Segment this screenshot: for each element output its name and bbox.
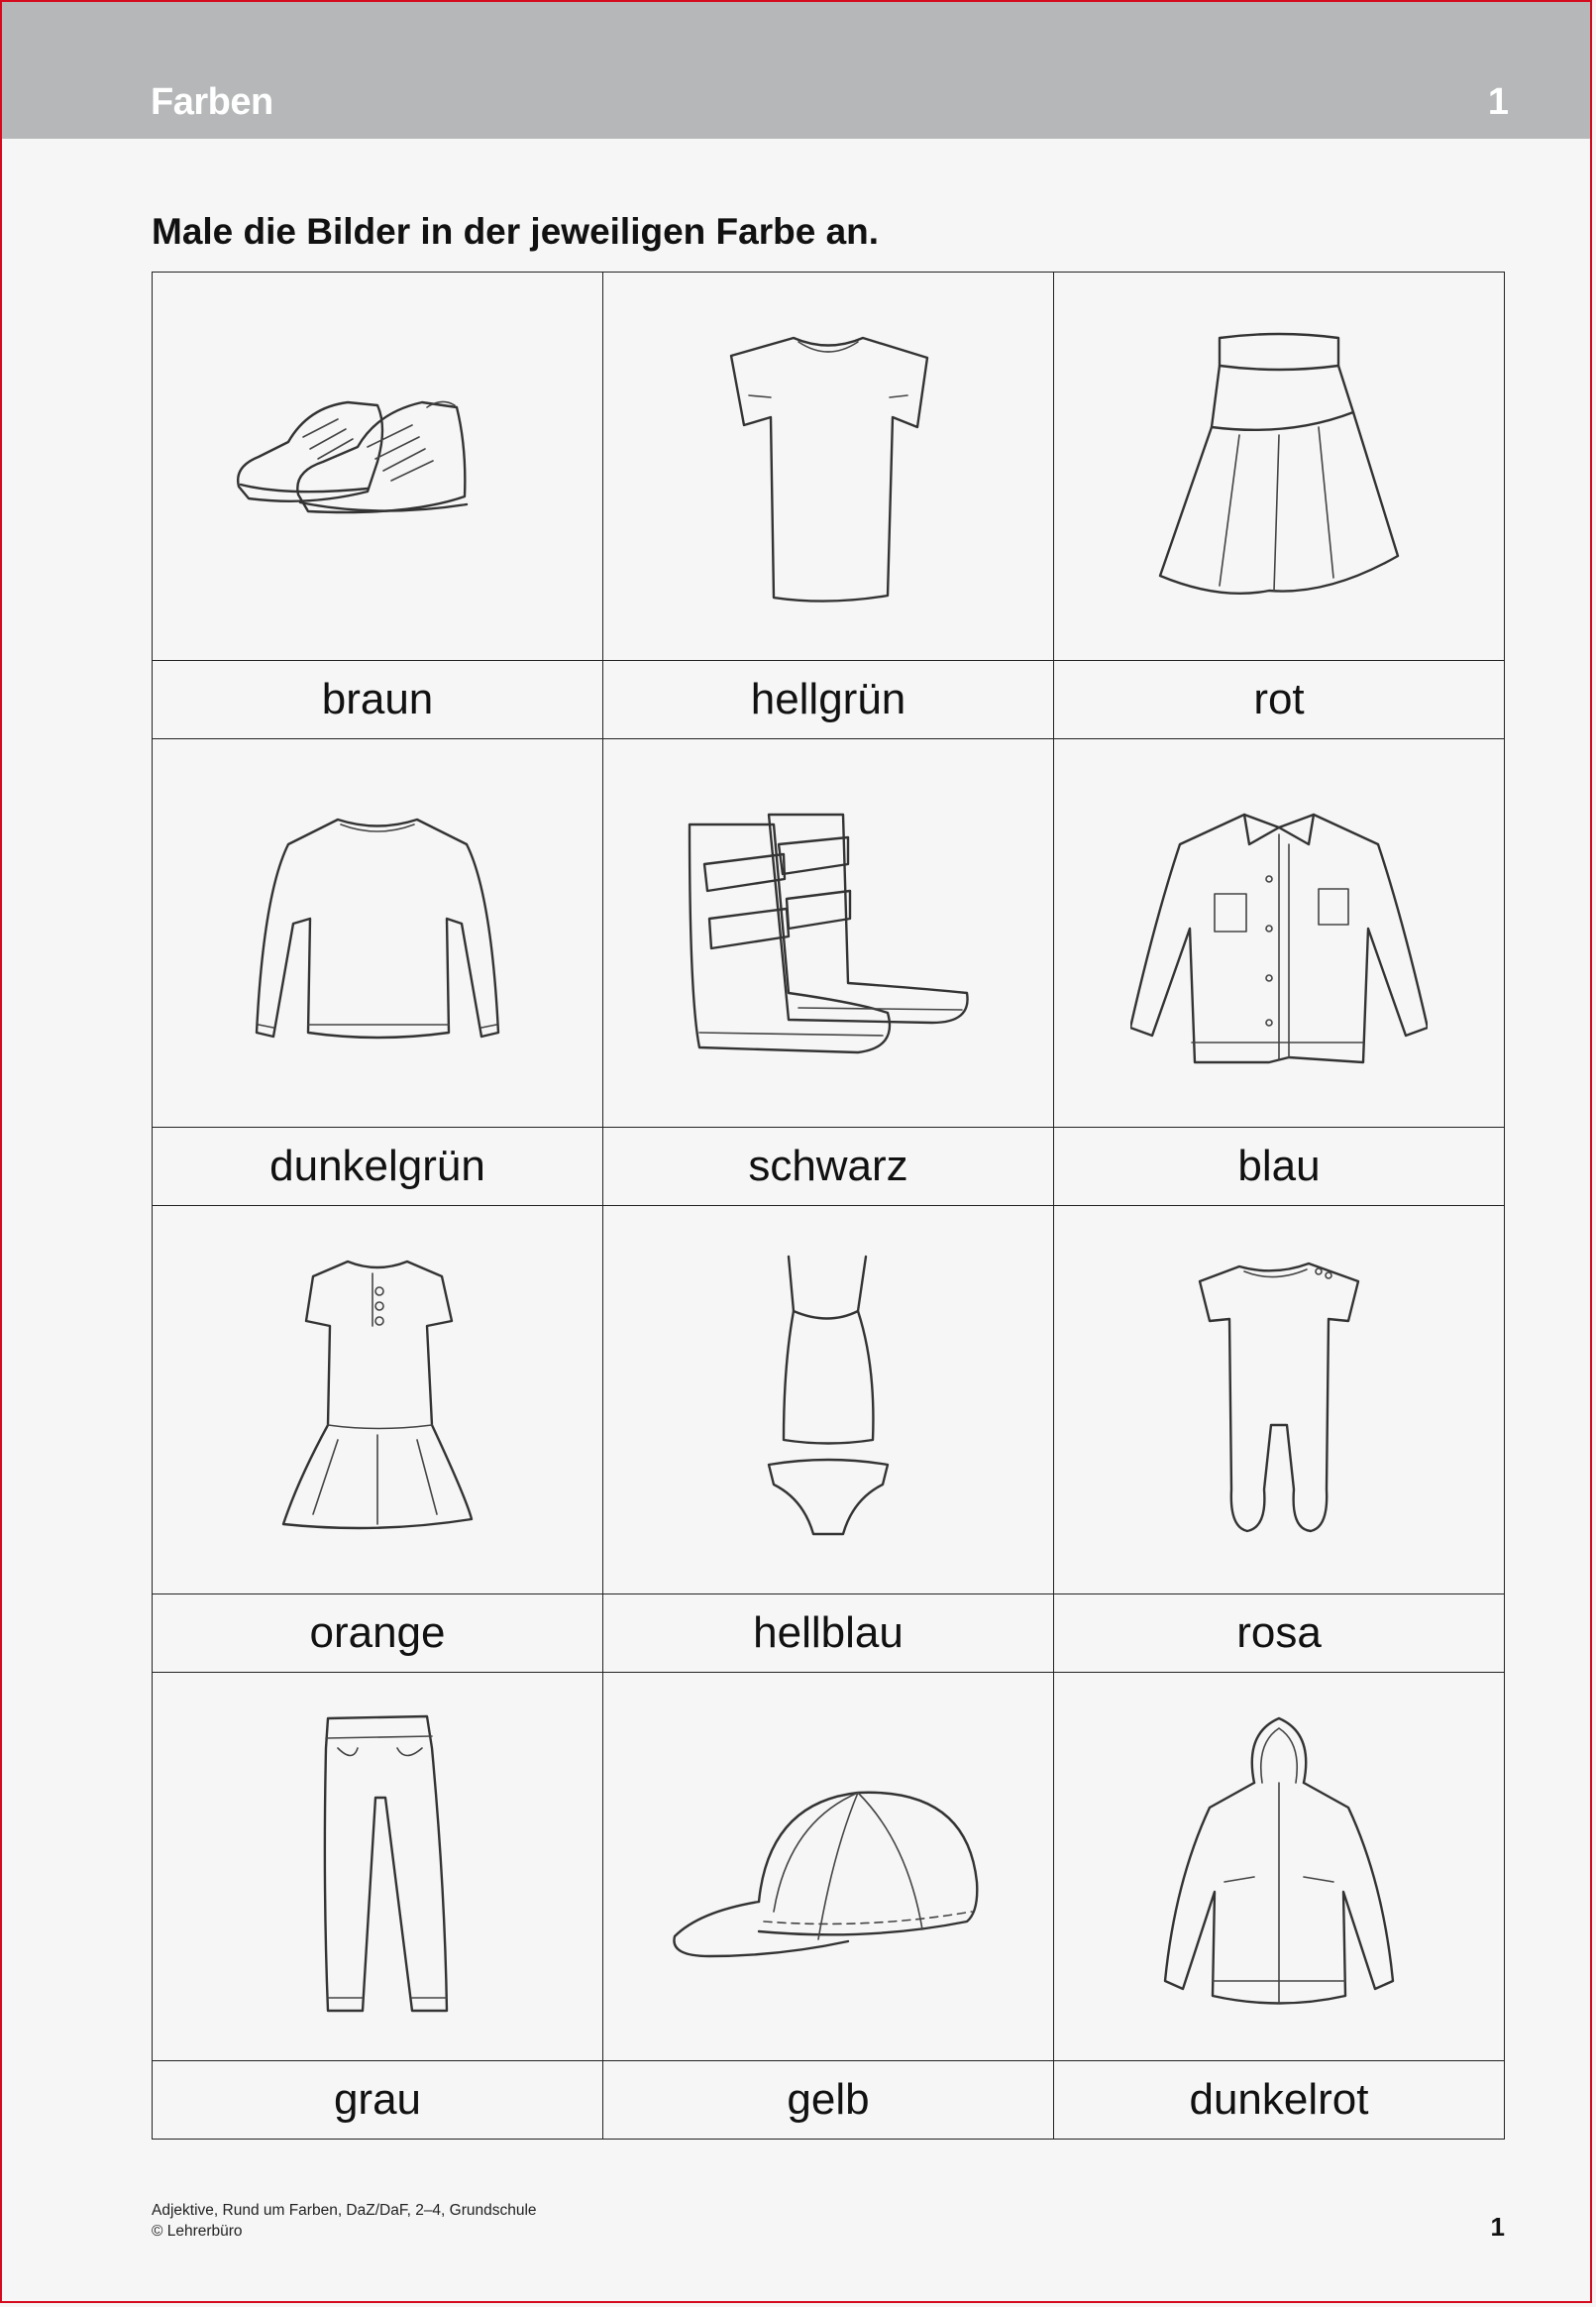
color-label: blau [1054,1128,1505,1206]
denim-jacket-icon [1130,800,1428,1067]
color-label: rot [1054,661,1505,739]
footer-page-number: 1 [1490,2212,1505,2242]
label-row [153,1594,1505,1673]
coloring-grid [152,272,1505,2140]
image-row [153,273,1505,661]
color-label: dunkelgrün [153,1128,603,1206]
image-cell [153,1206,603,1594]
image-cell [153,739,603,1128]
cap-icon [670,1763,987,1971]
label-row [153,661,1505,739]
image-cell [603,273,1054,661]
hooded-jacket-icon [1155,1713,1403,2021]
image-cell [1054,273,1505,661]
color-label: braun [153,661,603,739]
footer-line-2: © Lehrerbüro [152,2223,243,2240]
image-cell [603,739,1054,1128]
image-row [153,1206,1505,1594]
instruction-text: Male die Bilder in der jeweiligen Farbe an. [152,211,880,252]
header-page-number: 1 [1487,81,1509,123]
page-title: Farben [151,81,273,123]
trousers-icon [298,1708,457,2026]
color-label: orange [153,1594,603,1673]
t-shirt-icon [709,318,947,615]
image-cell [153,273,603,661]
color-label: rosa [1054,1594,1505,1673]
footer-credits [152,2200,537,2242]
image-cell [153,1673,603,2061]
dress-icon [268,1252,486,1549]
image-cell [1054,1206,1505,1594]
skirt-icon [1140,318,1418,615]
image-cell [603,1673,1054,2061]
color-label: grau [153,2061,603,2140]
sweater-icon [239,805,516,1062]
label-row [153,2061,1505,2140]
color-label: hellgrün [603,661,1054,739]
color-label: schwarz [603,1128,1054,1206]
color-label: gelb [603,2061,1054,2140]
image-cell [1054,739,1505,1128]
label-row [153,1128,1505,1206]
footer-line-1: Adjektive, Rund um Farben, DaZ/DaF, 2–4, Grundschule [152,2202,537,2219]
image-row [153,1673,1505,2061]
image-cell [603,1206,1054,1594]
sneakers-icon [229,368,526,566]
baby-romper-icon [1180,1252,1378,1549]
color-label: hellblau [603,1594,1054,1673]
color-label: dunkelrot [1054,2061,1505,2140]
image-cell [1054,1673,1505,2061]
image-row [153,739,1505,1128]
boots-icon [680,800,977,1067]
underwear-icon [749,1247,907,1554]
